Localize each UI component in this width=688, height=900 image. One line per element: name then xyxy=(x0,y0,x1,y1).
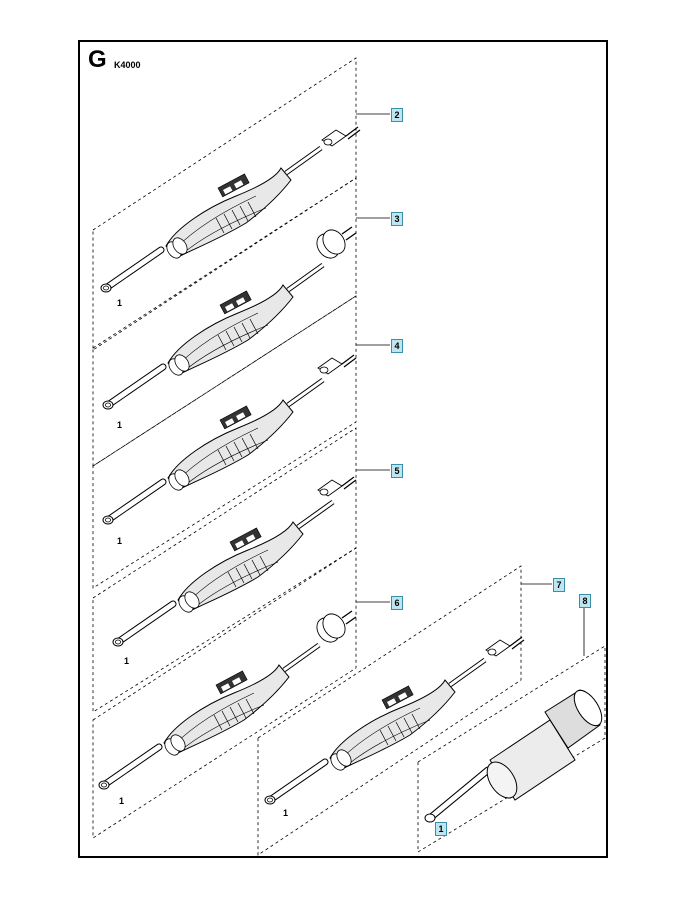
callout-8[interactable]: 8 xyxy=(579,594,591,608)
plug-adapter-8 xyxy=(425,686,607,822)
section-letter: G xyxy=(88,46,107,73)
callout-2[interactable]: 2 xyxy=(391,108,403,122)
sub-label-1: 1 xyxy=(117,420,123,430)
sub-label-1-boxed[interactable]: 1 xyxy=(435,822,447,836)
sub-label-1: 1 xyxy=(117,536,123,546)
sub-label-1: 1 xyxy=(283,808,289,818)
sub-label-1: 1 xyxy=(124,656,130,666)
callout-4[interactable]: 4 xyxy=(391,339,403,353)
sub-label-1: 1 xyxy=(117,298,123,308)
callout-5[interactable]: 5 xyxy=(391,464,403,478)
callout-7[interactable]: 7 xyxy=(553,578,565,592)
model-name: K4000 xyxy=(114,60,141,70)
callout-6[interactable]: 6 xyxy=(391,596,403,610)
sub-label-1: 1 xyxy=(119,796,125,806)
group-box-7 xyxy=(258,566,521,855)
callout-3[interactable]: 3 xyxy=(391,212,403,226)
prcd-unit-6 xyxy=(99,610,356,789)
